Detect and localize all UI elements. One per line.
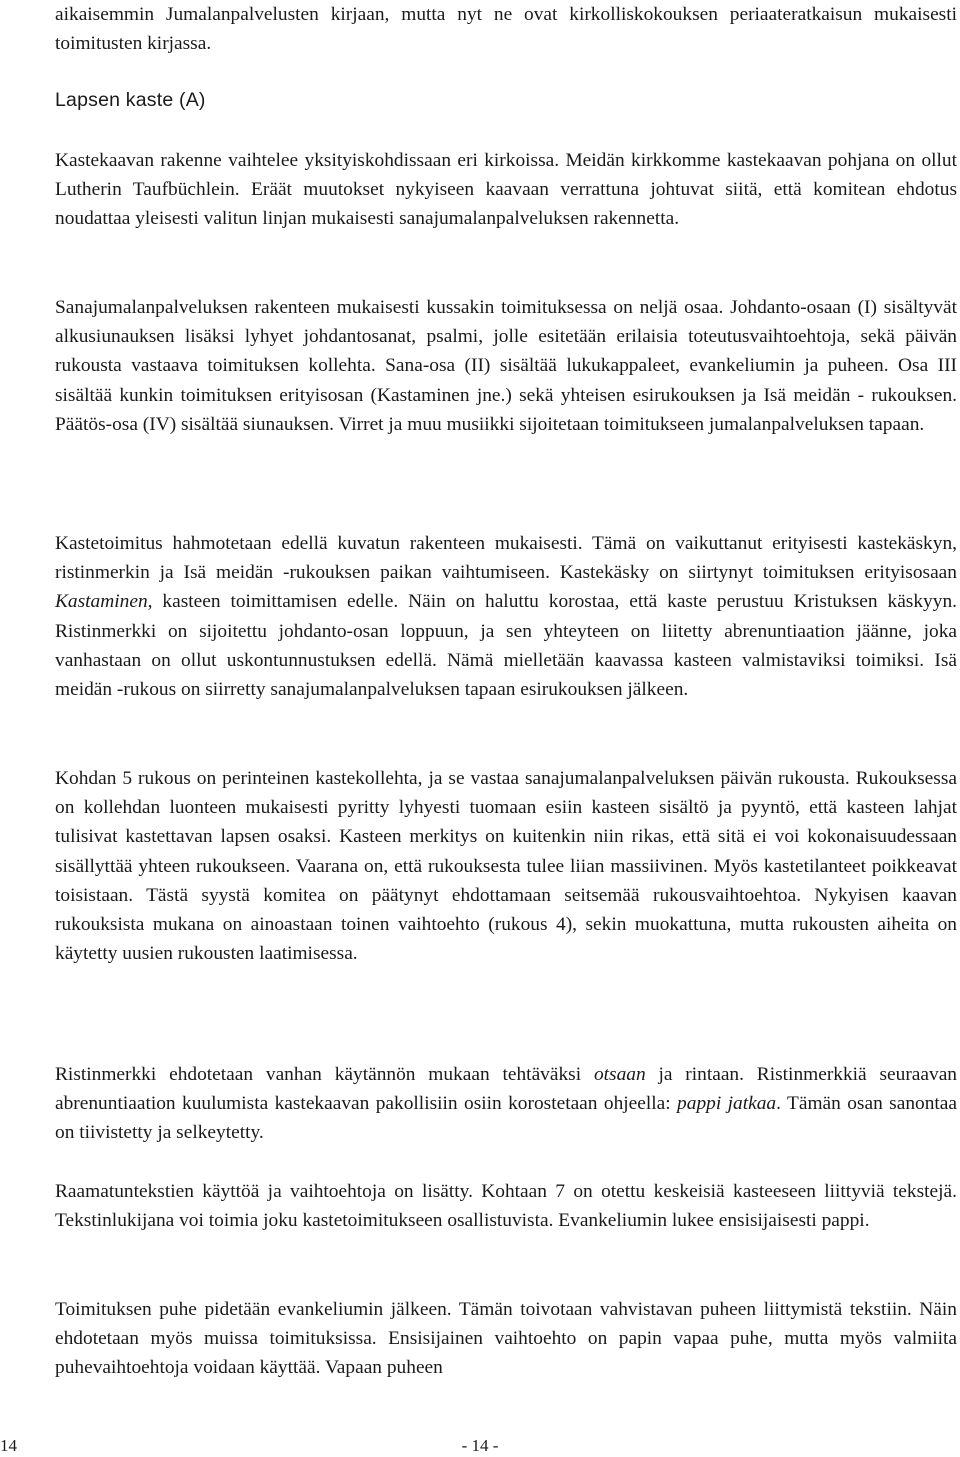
paragraph-intro: aikaisemmin Jumalanpalvelusten kirjaan, mutta nyt ne ovat kirkolliskokouksen periaateratkaisun mukaisesti toimitusten kirjassa. <box>55 4 957 55</box>
text-run: ja rintaan. Ristinmerkkiä seuraavan abrenuntiaation kuulumista kastekaavan pakollisiin osiin korostetaan ohjeella: <box>55 1064 958 1115</box>
text-run: . Tämän osan sanontaa on tiivistetty ja selkeytetty. <box>55 1093 958 1144</box>
paragraph-scripture: Raamatuntekstien käyttöä ja vaihtoehtoja on lisätty. Kohtaan 7 on otettu keskeisiä kasteeseen liittyviä tekstejä. Tekstinlukijana voi toimia joku kastetoimitukseen osallistuvista. Evankeliumin lukee ensisijaisesti pappi. <box>55 1181 957 1232</box>
page-number-left: 14 <box>0 1436 17 1455</box>
paragraph-structure: Kastekaavan rakenne vaihtelee yksityiskohdissaan eri kirkoissa. Meidän kirkkomme kastekaavan pohjana on ollut Lutherin Taufbüchlein. Eräät muutokset nykyiseen kaavaan verrattuna johtuvat siitä, että komitean ehdotus noudattaa yleisesti valitun linjan mukaisesti sanajumalanpalveluksen rakennetta. <box>55 150 957 230</box>
section-heading: Lapsen kaste (A) <box>55 89 206 111</box>
text-italic: Kastaminen <box>55 591 148 613</box>
text-run: , kasteen toimittamisen edelle. Näin on haluttu korostaa, että kaste perustuu Kristuksen käskyyn. Ristinmerkki on sijoitettu johdanto-osan loppuun, ja sen yhteyteen on liitetty abrenuntiaation jäänne, joka vanhastaan on ollut uskontunnustuksen edellä. Nämä mielletään kaavassa kasteen valmistaviksi toimiksi. Isä meidän -rukous on siirretty sanajumalanpalveluksen tapaan esirukouksen jälkeen. <box>55 591 957 701</box>
text-run: Ristinmerkki ehdotetaan vanhan käytännön mukaan tehtäväksi <box>55 1064 594 1085</box>
paragraph-sign-of-cross <box>55 1060 957 1148</box>
paragraph-sermon: Toimituksen puhe pidetään evankeliumin jälkeen. Tämän toivotaan vahvistavan puheen liittymistä tekstiin. Näin ehdotetaan myös muissa toimituksissa. Ensisijainen vaihtoehto on papin vapaa puhe, mutta myös valmiita puhevaihtoehtoja voidaan käyttää. Vapaan puheen <box>55 1299 957 1379</box>
page-number-center: - 14 - <box>461 1436 499 1455</box>
paragraph-four-parts: Sanajumalanpalveluksen rakenteen mukaisesti kussakin toimituksessa on neljä osaa. Johdanto-osaan (I) sisältyvät alkusiunauksen lisäksi lyhyet johdantosanat, psalmi, jolle esitetään erilaisia toteutusvaihtoehtoja, sekä päivän rukousta vastaava toimituksen kollehta. Sana-osa (II) sisältää lukukappaleet, evankeliumin ja puheen. Osa III sisältää kunkin toimituksen erityisosan (Kastaminen jne.) sekä yhteisen esirukouksen ja Isä meidän - rukouksen. Päätös-osa (IV) sisältää siunauksen. Virret ja muu musiikki sijoitetaan toimitukseen jumalanpalveluksen tapaan. <box>55 297 957 435</box>
paragraph-baptism-order <box>55 529 957 704</box>
text-run: Kastetoimitus hahmotetaan edellä kuvatun rakenteen mukaisesti. Tämä on vaikuttanut erityisesti kastekäskyn, ristinmerkin ja Isä meidän -rukouksen paikan vaihtumiseen. Kastekäsky on siirtynyt toimituksen erityisosaan <box>55 533 957 584</box>
text-italic: otsaan <box>593 1064 646 1085</box>
text-italic: pappi jatkaa <box>677 1093 777 1115</box>
paragraph-prayer: Kohdan 5 rukous on perinteinen kastekollehta, ja se vastaa sanajumalanpalveluksen päivän rukousta. Rukouksessa on kollehdan luonteen mukaisesti pyritty lyhyesti tuomaan esiin kasteen sisältö ja pyyntö, että kasteen lahjat tulisivat kastettavan lapsen osaksi. Kasteen merkitys on kuitenkin niin rikas, että sitä ei voi kokonaisuudessaan sisällyttää yhteen rukoukseen. Vaarana on, että rukouksesta tulee liian massiivinen. Myös kastetilanteet poikkeavat toisistaan. Tästä syystä komitea on päätynyt ehdottamaan seitsemää rukousvaihtoehtoa. Nykyisen kaavan rukouksista mukana on ainoastaan toinen vaihtoehto (rukous 4), sekin muokattuna, mutta rukousten aiheita on käytetty uusien rukousten laatimisessa. <box>55 768 957 965</box>
